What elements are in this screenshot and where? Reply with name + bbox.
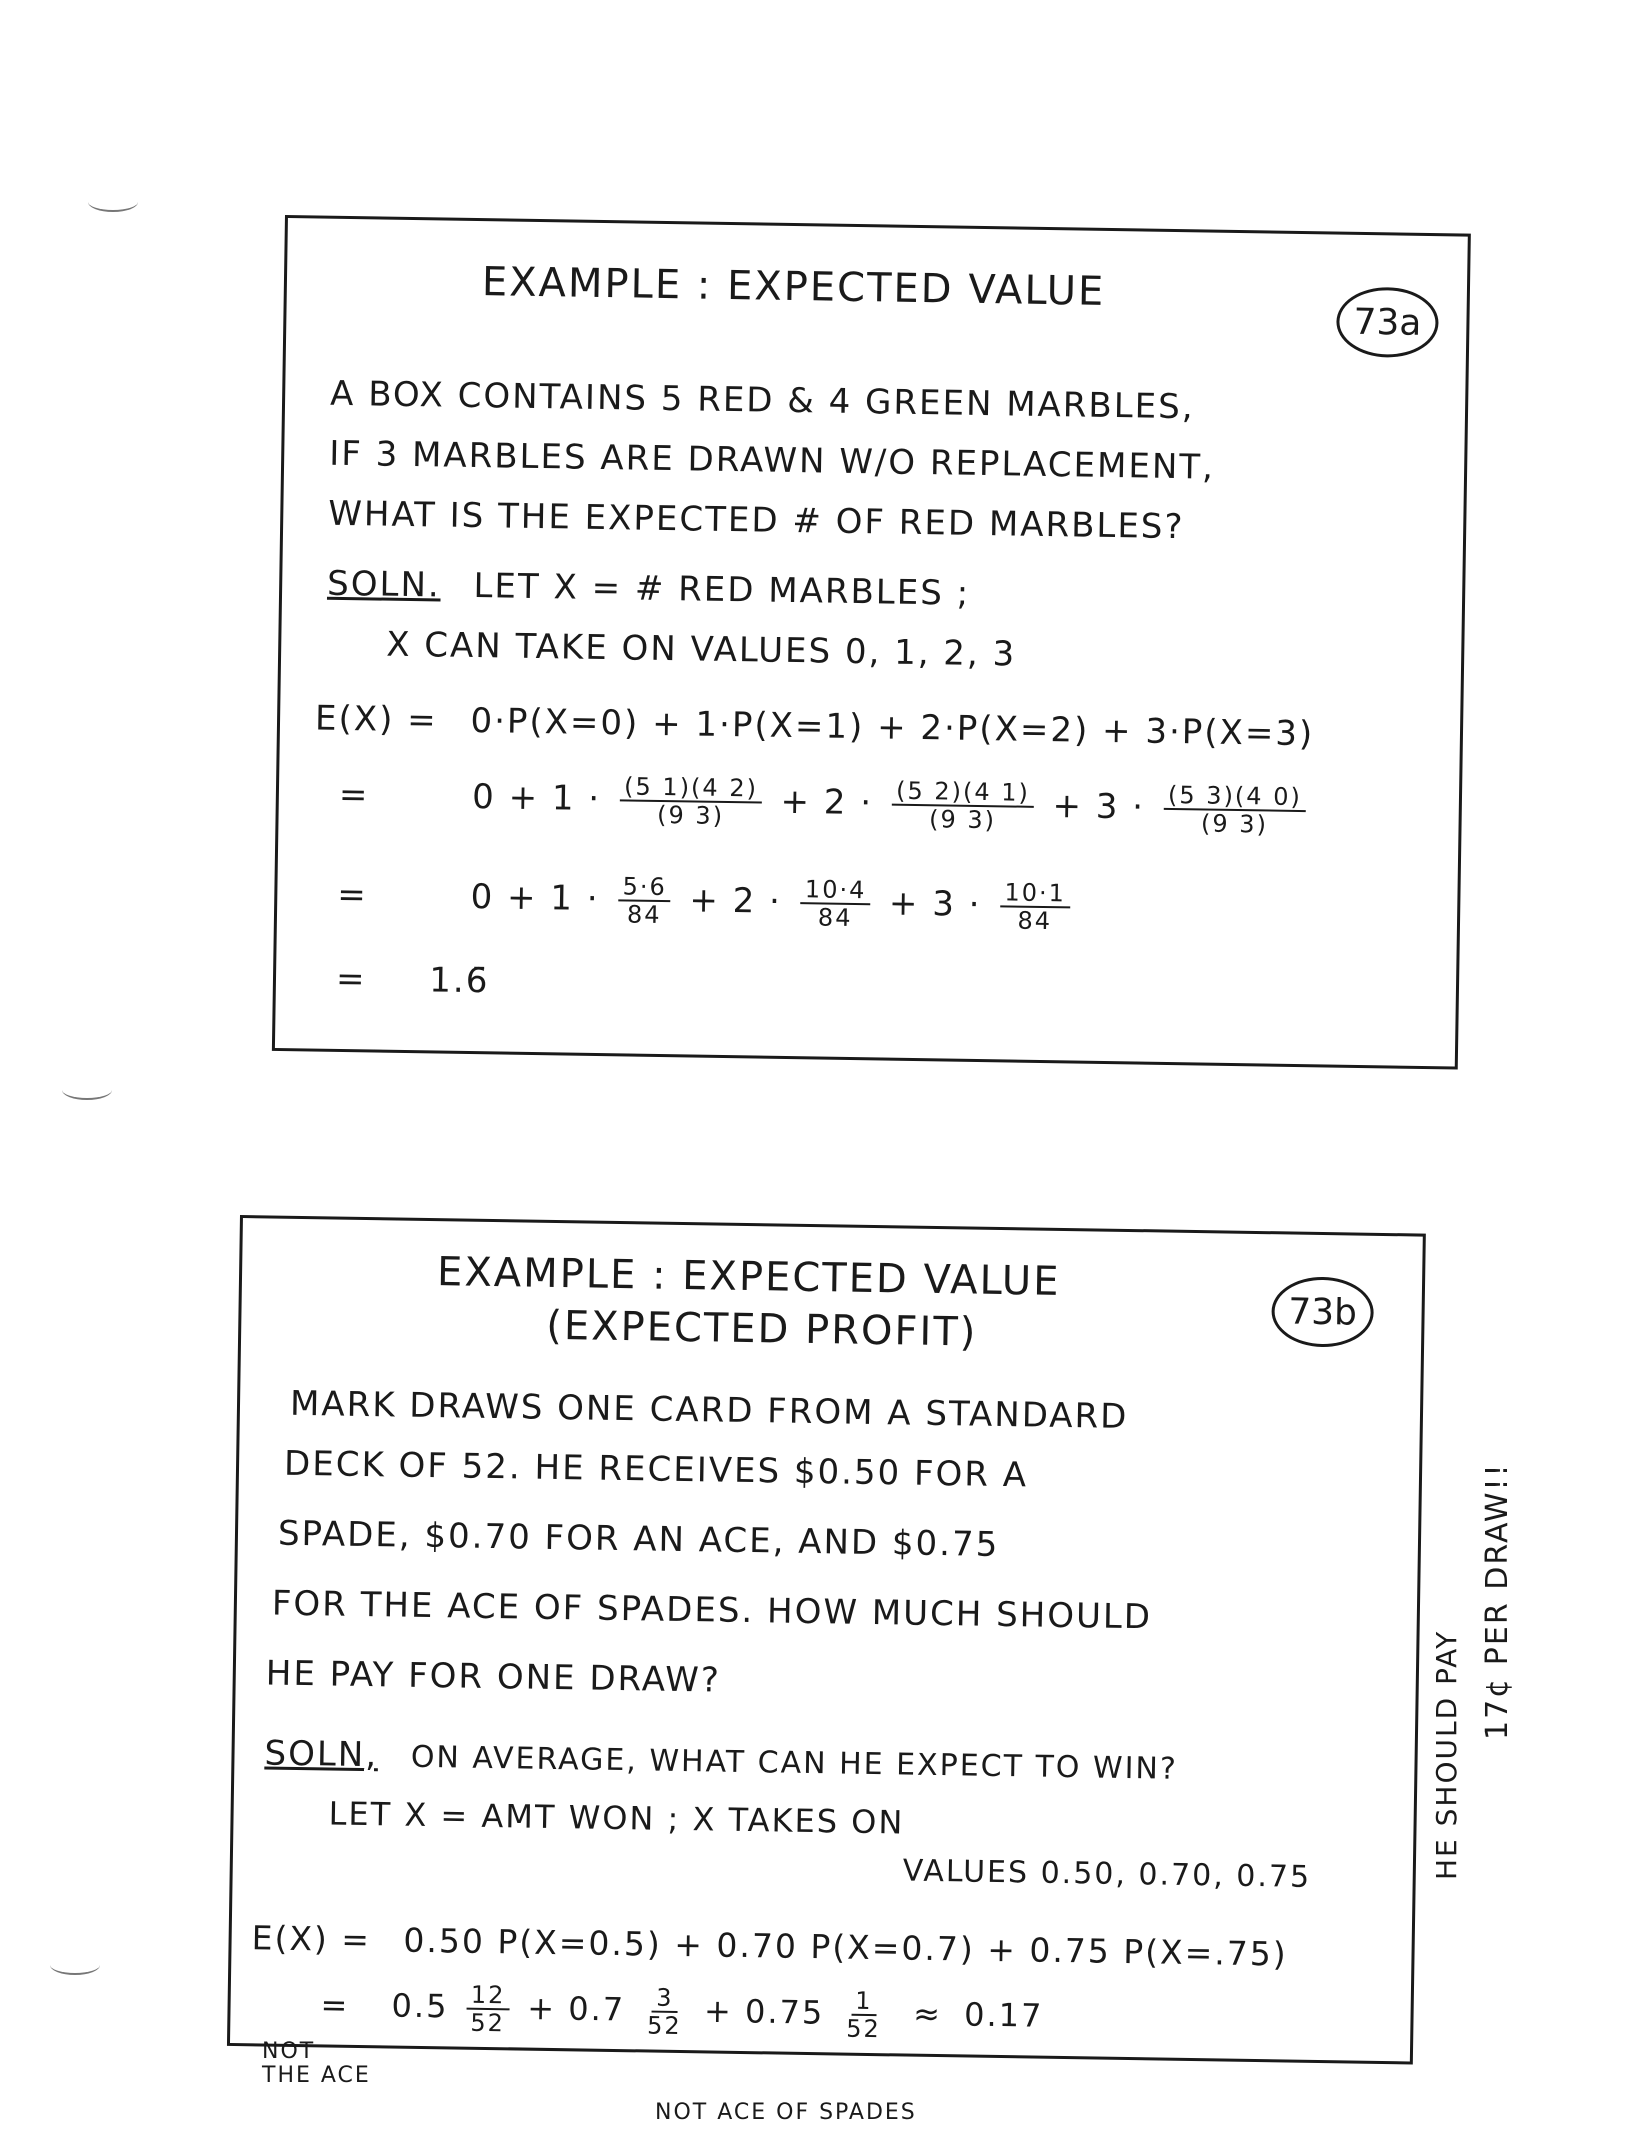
problem-line-3: SPADE, $0.70 FOR AN ACE, AND $0.75 [277,1513,1000,1565]
numerator: (5 2)(4 1) [892,778,1034,809]
problem-line-3: WHAT IS THE EXPECTED # OF RED MARBLES? [327,493,1185,548]
denominator: (9 3) [656,801,725,831]
equation-row-3 [337,869,1076,935]
problem-line-4: FOR THE ACE OF SPADES. HOW MUCH SHOULD [271,1583,1153,1638]
term: 0 + 1 · [470,876,600,919]
card-subtitle: (EXPECTED PROFIT) [545,1302,978,1356]
fraction [643,1984,686,2039]
solution-row [327,564,971,614]
term: 0.5 [391,1986,449,2026]
equation-lhs: E(X) = [314,698,439,741]
term: + 0.7 [527,1989,626,2029]
equation-row-1 [315,699,1315,755]
term: + 0.75 [703,1991,825,2032]
scan-mark [50,1955,100,1975]
page-number-badge: 73b [1271,1276,1374,1348]
term: + 2 · [689,880,783,922]
numerator: 12 [467,1982,510,2011]
fraction [618,873,671,929]
problem-line-5: HE PAY FOR ONE DRAW? [265,1653,722,1701]
equals-sign: = [320,1985,350,2025]
result-value: 1.6̄ [428,960,490,1002]
problem-line-2: DECK OF 52. HE RECEIVES $0.50 FOR A [283,1443,1029,1496]
denominator: 84 [1017,906,1053,936]
equals-sign: = [338,774,370,816]
card-title: EXAMPLE : EXPECTED VALUE [481,259,1106,315]
equals-sign: = [335,958,367,1000]
result-value: 0.17 [963,1995,1044,2036]
problem-line-1: A BOX CONTAINS 5 RED & 4 GREEN MARBLES, [329,373,1195,428]
denominator: (9 3) [1200,809,1269,839]
card-title: EXAMPLE : EXPECTED VALUE [436,1249,1061,1305]
example-card-73a [272,215,1471,1070]
denominator: (9 3) [928,805,997,835]
page-number-badge: 73a [1336,287,1439,359]
values-line: X CAN TAKE ON VALUES 0, 1, 2, 3 [385,624,1017,675]
values-line: VALUES 0.50, 0.70, 0.75 [902,1853,1312,1895]
side-note-2: 17¢ PER DRAW!! [1480,1462,1515,1740]
numerator: (5 3)(4 0) [1164,782,1306,813]
equals-sign: = [337,874,369,916]
solution-question: ON AVERAGE, WHAT CAN HE EXPECT TO WIN? [410,1739,1179,1787]
fraction [1163,782,1306,839]
fraction [891,778,1034,835]
note-line: THE ACE [262,2063,371,2089]
fraction [466,1982,509,2037]
side-note-1: HE SHOULD PAY [1430,1629,1463,1880]
equation-rhs: 0.50 P(X=0.5) + 0.70 P(X=0.7) + 0.75 P(X=.75) [403,1920,1289,1974]
fraction [842,1988,885,2043]
denominator: 84 [626,900,662,930]
denominator: 84 [817,903,853,933]
equation-row-4 [336,959,490,1001]
solution-label: SOLN, [264,1733,379,1776]
equation-row-1 [251,1918,1288,1973]
fraction [800,876,870,932]
numerator: 5·6 [618,873,671,902]
example-card-73b [227,1215,1426,2065]
note-not-ace-of-spades: NOT ACE OF SPADES [655,2100,917,2125]
note-line: NOT [262,2039,316,2064]
fraction [620,773,763,830]
solution-row [264,1733,1178,1787]
equation-rhs: 0·P(X=0) + 1·P(X=1) + 2·P(X=2) + 3·P(X=3) [470,700,1315,755]
let-line: LET X = AMT WON ; X TAKES ON [328,1794,905,1842]
term: 0 + 1 · [471,776,602,819]
denominator: 52 [646,2011,682,2041]
numerator: 3 [652,1985,678,2014]
equation-row-2 [338,769,1312,839]
numerator: 10·4 [801,876,871,905]
fraction [1000,879,1070,935]
note-not-the-ace [262,2040,371,2088]
term: + 3 · [1052,786,1146,828]
denominator: 52 [846,2015,881,2044]
numerator: (5 1)(4 2) [620,773,762,804]
solution-definition: LET X = # RED MARBLES ; [473,566,971,614]
equation-lhs: E(X) = [251,1918,372,1960]
problem-line-1: MARK DRAWS ONE CARD FROM A STANDARD [289,1383,1129,1437]
problem-line-2: IF 3 MARBLES ARE DRAWN W/O REPLACEMENT, [328,433,1216,488]
numerator: 10·1 [1000,879,1070,908]
scan-mark [88,192,138,212]
denominator: 52 [470,2009,506,2038]
term: + 3 · [888,883,982,925]
numerator: 1 [851,1988,877,2017]
approx-sign: ≈ [912,1995,943,2034]
solution-label: SOLN. [326,563,442,606]
equation-row-2 [320,1979,1044,2045]
term: + 2 · [780,781,874,824]
scan-mark [62,1080,112,1100]
